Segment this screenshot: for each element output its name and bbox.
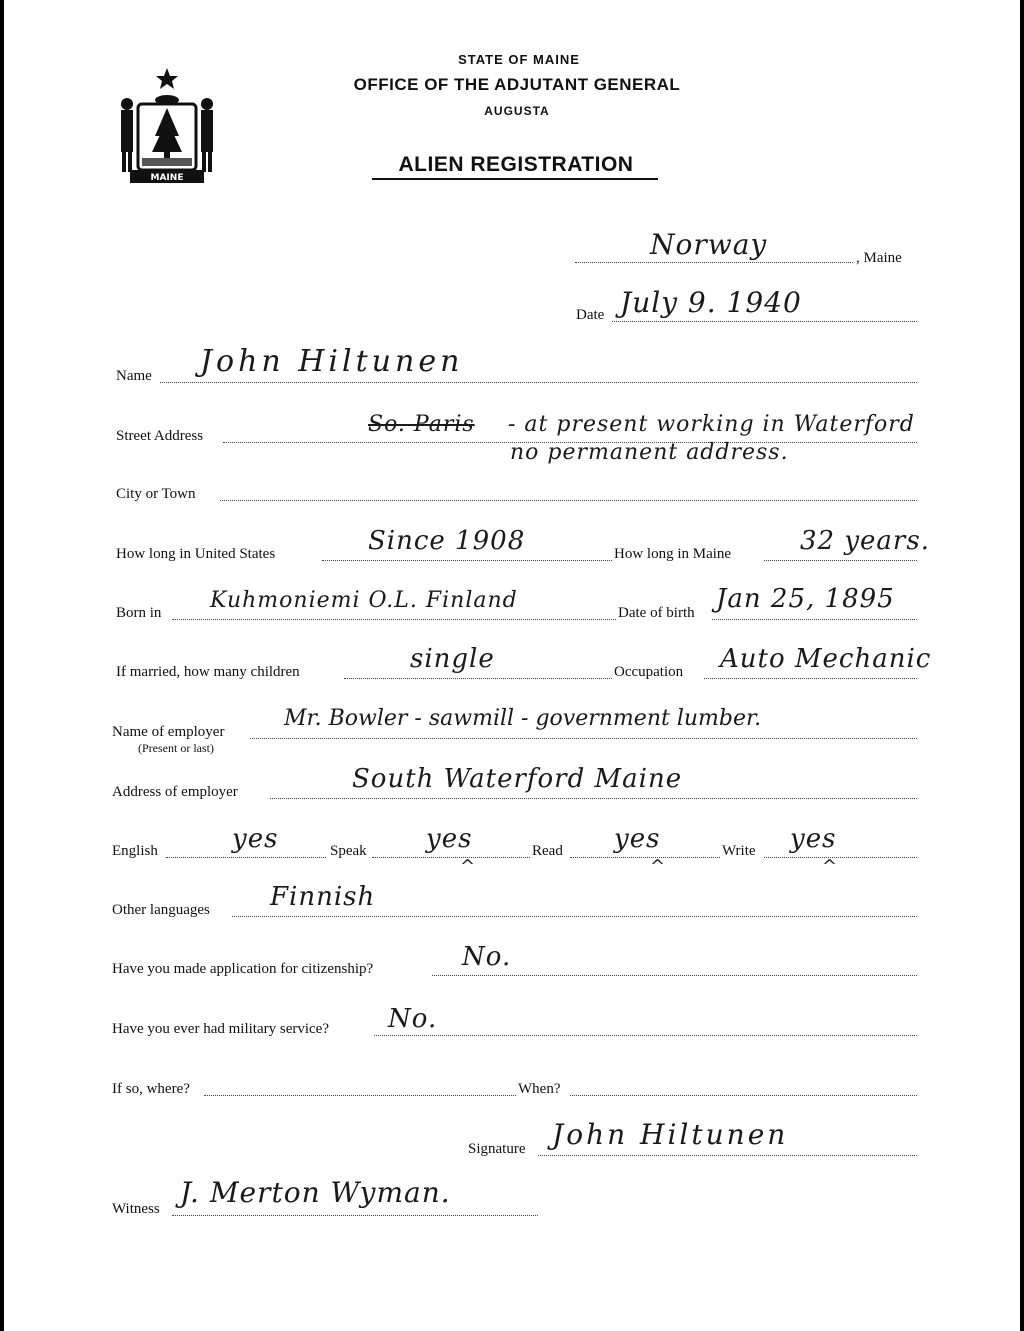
date-label: Date — [576, 307, 605, 323]
office-heading: OFFICE OF THE ADJUTANT GENERAL — [353, 75, 681, 94]
military-line — [374, 1035, 917, 1036]
city-heading: AUGUSTA — [484, 104, 550, 118]
employer-name-value: Mr. Bowler - sawmill - government lumber. — [284, 706, 762, 731]
city-line — [220, 500, 917, 501]
where-label: If so, where? — [112, 1081, 190, 1097]
speak-value: yes — [426, 824, 473, 854]
read-label: Read — [532, 843, 563, 859]
write-label: Write — [722, 843, 756, 859]
date-of-birth-value: Jan 25, 1895 — [716, 584, 895, 614]
employer-name-label: Name of employer — [112, 724, 225, 740]
employer-address-label: Address of employer — [112, 784, 238, 800]
employer-address-line — [270, 798, 917, 799]
read-line — [570, 857, 720, 858]
us-duration-value: Since 1908 — [368, 526, 526, 556]
employer-name-note: (Present or last) — [138, 741, 214, 755]
witness-line — [172, 1215, 538, 1216]
write-value: yes — [790, 824, 837, 854]
witness-label: Witness — [112, 1201, 160, 1217]
town-value: Norway — [650, 228, 768, 261]
born-in-value: Kuhmoniemi O.L. Finland — [210, 588, 518, 613]
street-value-line2: no permanent address. — [510, 440, 789, 465]
occupation-line — [704, 678, 917, 679]
maine-duration-label: How long in Maine — [614, 546, 732, 562]
english-label: English — [112, 843, 158, 859]
military-value: No. — [388, 1004, 438, 1034]
citizenship-line — [432, 975, 917, 976]
write-line — [764, 857, 917, 858]
town-line — [575, 262, 853, 263]
form-title: ALIEN REGISTRATION — [398, 153, 634, 176]
scan-border-left — [0, 0, 4, 1331]
children-value: single — [410, 644, 495, 674]
other-languages-line — [232, 916, 917, 917]
maine-label: , Maine — [856, 250, 902, 266]
speak-label: Speak — [330, 843, 367, 859]
read-caret-icon: ^ — [650, 856, 666, 877]
other-languages-value: Finnish — [270, 882, 376, 912]
other-languages-label: Other languages — [112, 902, 210, 918]
state-heading: STATE OF MAINE — [458, 52, 580, 67]
date-line — [612, 321, 917, 322]
speak-caret-icon: ^ — [460, 856, 476, 877]
employer-address-value: South Waterford Maine — [352, 764, 683, 794]
write-caret-icon: ^ — [822, 856, 838, 877]
street-value-line1: - at present working in Waterford — [508, 412, 915, 437]
signature-value: John Hiltunen — [552, 1118, 789, 1151]
street-address-label: Street Address — [116, 428, 204, 444]
maine-duration-value: 32 years. — [800, 526, 930, 556]
name-line — [160, 382, 917, 383]
speak-line — [372, 857, 530, 858]
children-label: If married, how many children — [116, 664, 300, 680]
witness-value: J. Merton Wyman. — [180, 1176, 451, 1209]
citizenship-value: No. — [462, 942, 512, 972]
employer-name-line — [250, 738, 917, 739]
us-duration-line — [322, 560, 612, 561]
born-in-line — [172, 619, 616, 620]
us-duration-label: How long in United States — [116, 546, 276, 562]
street-struck-value: So. Paris — [368, 412, 475, 437]
name-label: Name — [116, 368, 152, 384]
name-value: John Hiltunen — [200, 344, 464, 379]
english-value: yes — [232, 824, 279, 854]
when-label: When? — [518, 1081, 561, 1097]
where-line — [204, 1095, 516, 1096]
military-label: Have you ever had military service? — [112, 1021, 329, 1037]
when-line — [570, 1095, 917, 1096]
date-of-birth-line — [712, 619, 917, 620]
date-of-birth-label: Date of birth — [618, 605, 695, 621]
title-underline — [372, 178, 658, 180]
city-label: City or Town — [116, 486, 196, 502]
signature-label: Signature — [468, 1141, 526, 1157]
seal-text: MAINE — [150, 173, 184, 183]
occupation-value: Auto Mechanic — [720, 644, 932, 674]
scan-border-right — [1020, 0, 1024, 1331]
citizenship-label: Have you made application for citizenship? — [112, 961, 374, 977]
signature-line — [538, 1155, 917, 1156]
born-in-label: Born in — [116, 605, 162, 621]
maine-duration-line — [764, 560, 917, 561]
english-line — [166, 857, 326, 858]
date-value: July 9. 1940 — [620, 286, 802, 319]
children-line — [344, 678, 612, 679]
read-value: yes — [614, 824, 661, 854]
occupation-label: Occupation — [614, 664, 684, 680]
